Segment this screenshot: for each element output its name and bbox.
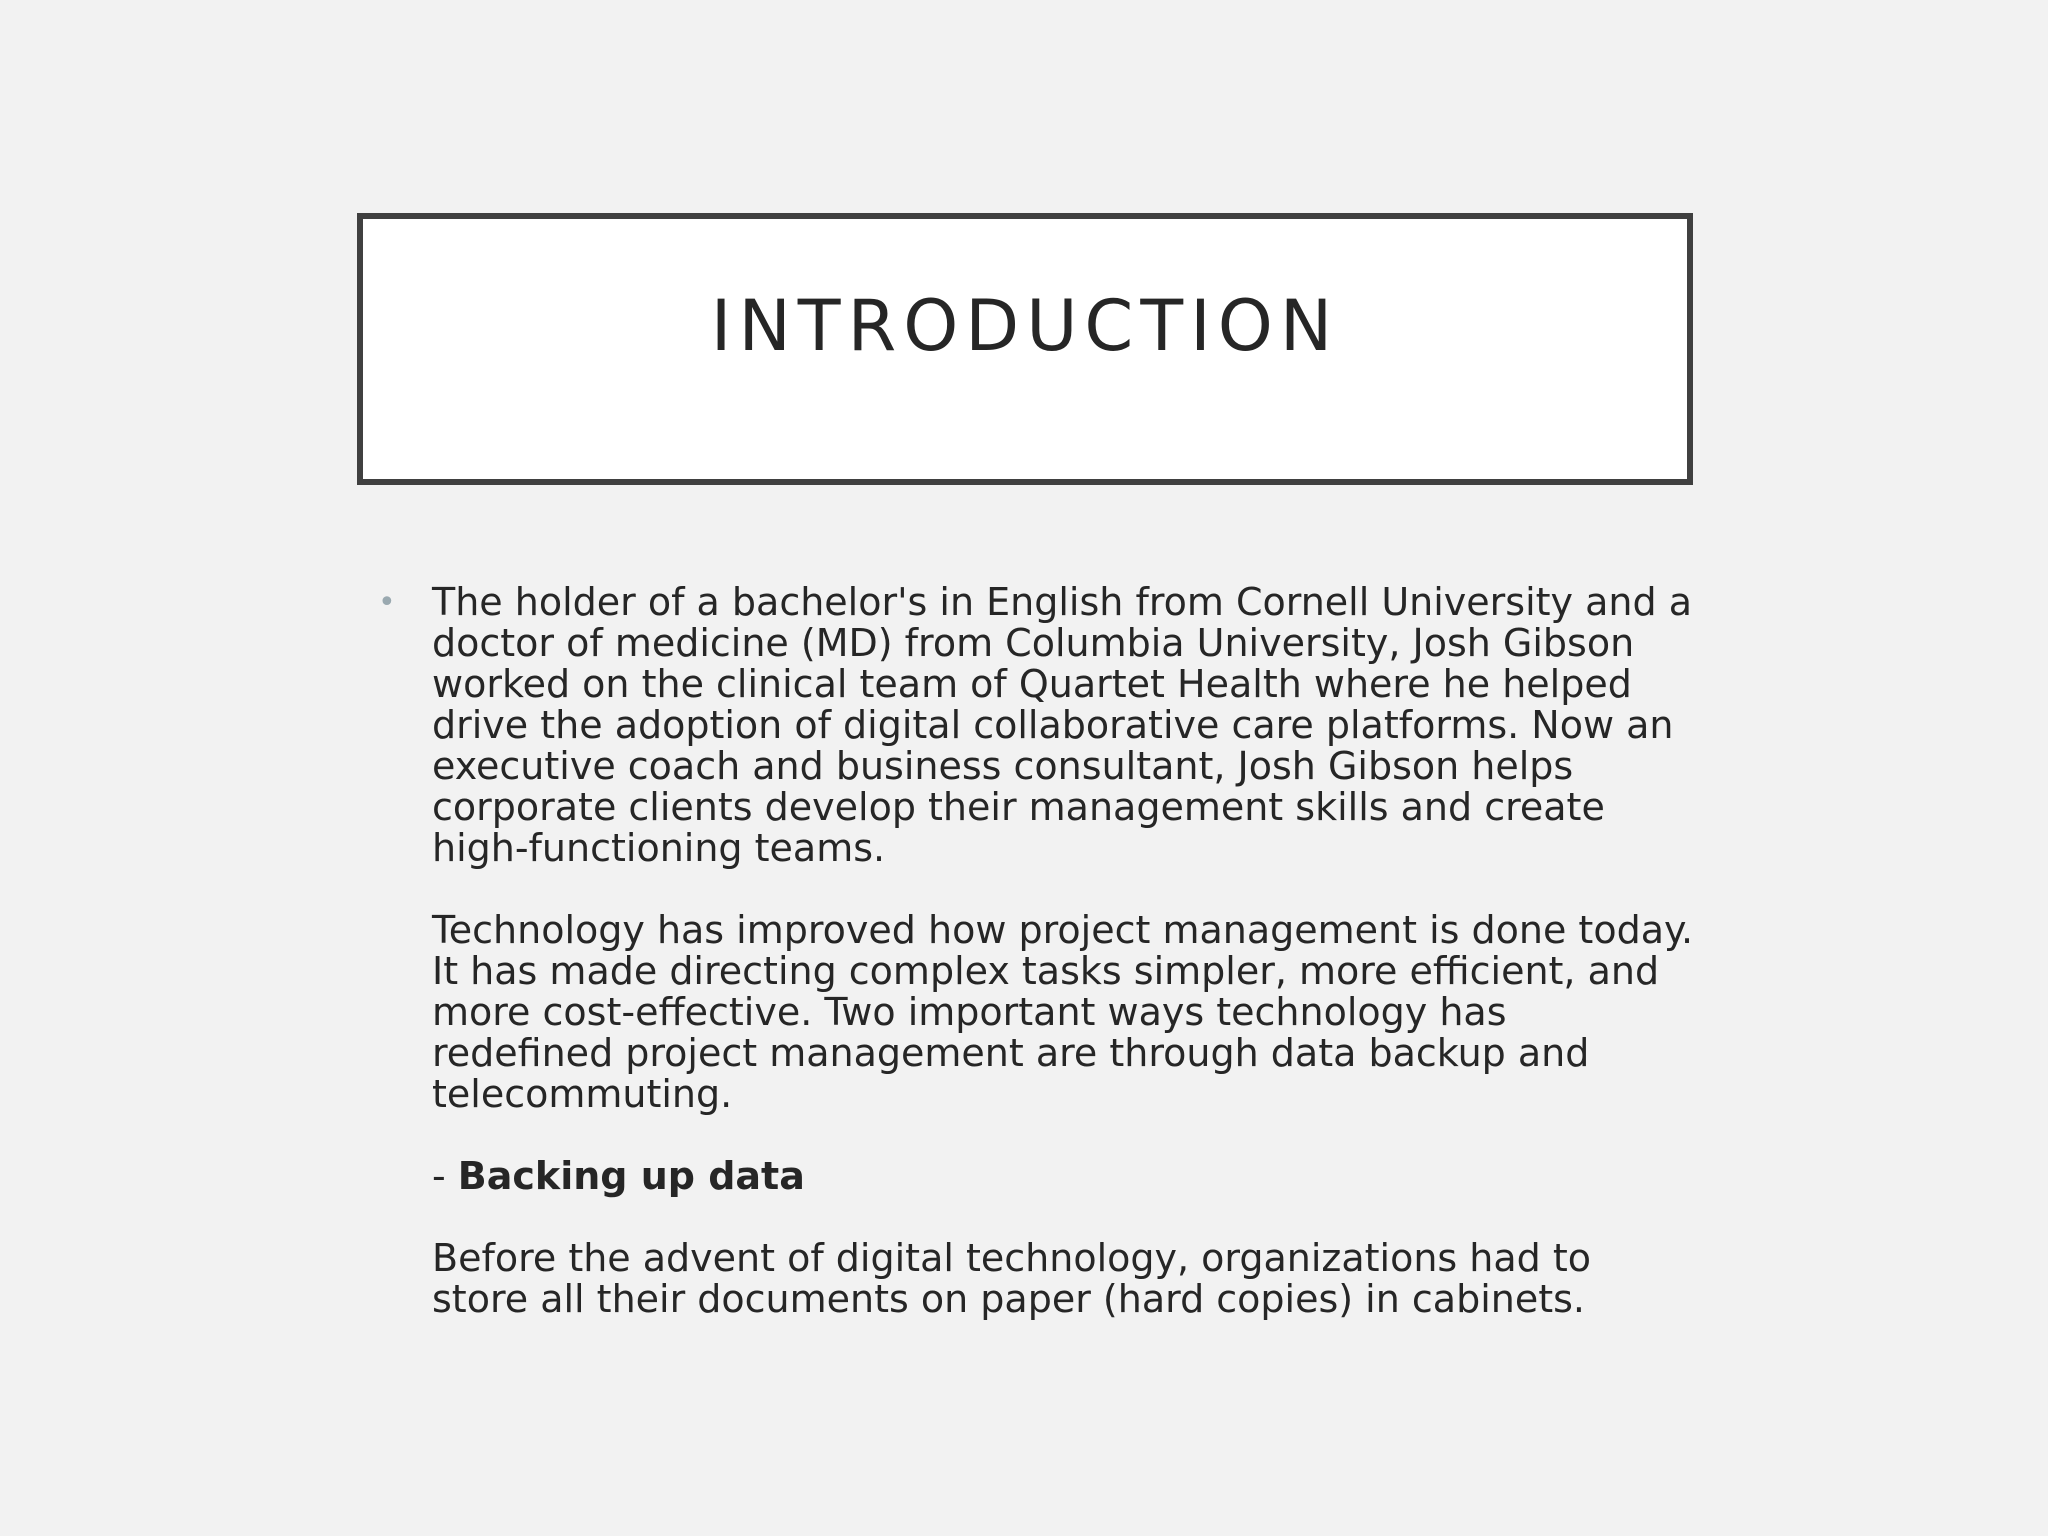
paragraph-spacer — [432, 1115, 1698, 1156]
paragraph-subheading — [432, 1156, 1698, 1197]
subheading-prefix: - — [432, 1154, 458, 1198]
bullet-item — [378, 582, 1698, 1320]
slide-title: INTRODUCTION — [710, 285, 1340, 367]
paragraph-spacer — [432, 1197, 1698, 1238]
paragraph-bio: The holder of a bachelor's in English from Cornell University and a doctor of medicine (MD) from Columbia University, Josh Gibson worked on the clinical team of Quartet Health where he helped drive the adoption of digital collaborative care platforms. Now an executive coach and business consultant, Josh Gibson helps corporate clients develop their management skills and create high-functioning teams. — [432, 580, 1692, 870]
subheading-backing-up-data: Backing up data — [457, 1154, 805, 1198]
paragraph-technology: Technology has improved how project management is done today. It has made directing complex tasks simpler, more efficient, and more cost-effective. Two important ways technology has redefined project management are through data backup and telecommuting. — [432, 908, 1694, 1116]
slide-content — [378, 582, 1698, 1320]
bullet-icon: • — [378, 585, 396, 620]
paragraph-before-digital: Before the advent of digital technology, organizations had to store all their documents on paper (hard copies) in cabinets. — [432, 1236, 1592, 1321]
paragraph-spacer — [432, 869, 1698, 910]
title-box — [357, 213, 1693, 485]
